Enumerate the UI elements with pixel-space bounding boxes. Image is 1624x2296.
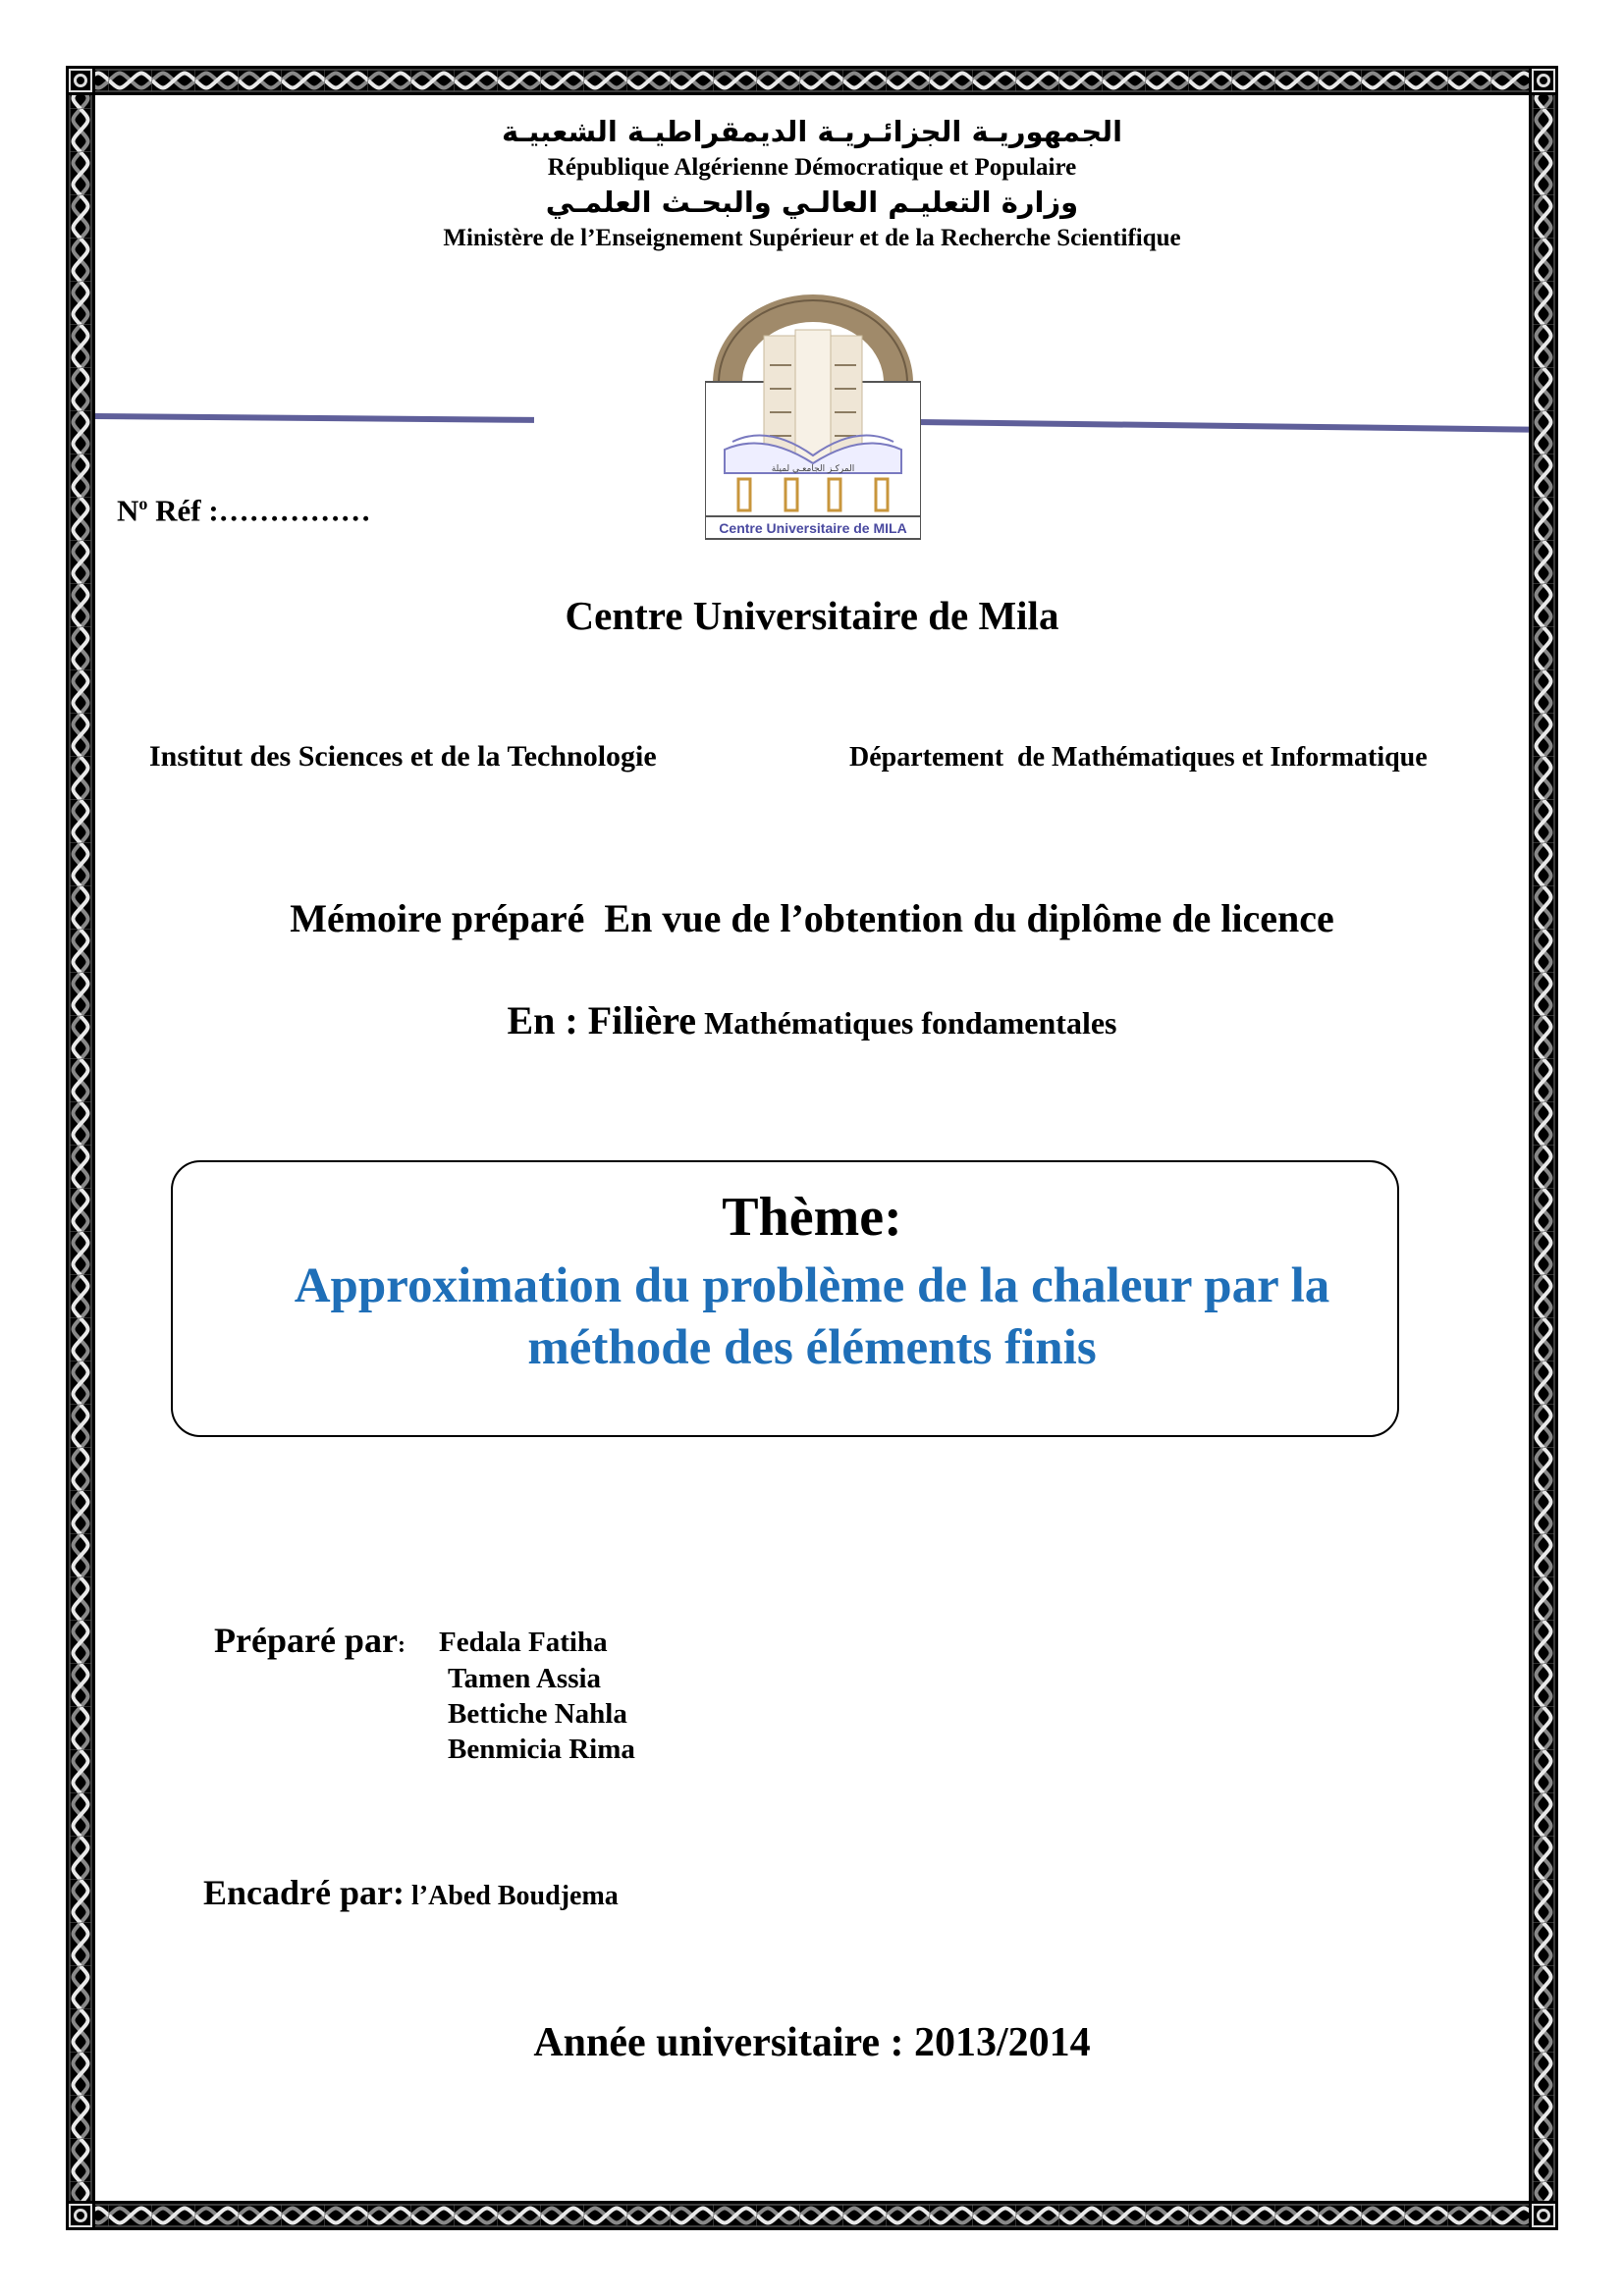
corner-ornament	[66, 2201, 95, 2230]
ministry-name: Ministère de l’Enseignement Supérieur et de la Recherche Scientifique	[443, 225, 1181, 251]
theme-title-line-2: méthode des éléments finis	[527, 1320, 1097, 1375]
border-right	[1529, 66, 1558, 2230]
corner-ornament	[1529, 66, 1558, 95]
department-name: Département de Mathématiques et Informatique	[849, 742, 1428, 773]
republic-name: République Algérienne Démocratique et Populaire	[547, 154, 1077, 181]
institute-name: Institut des Sciences et de la Technologie	[149, 740, 657, 773]
author-name: Bettiche Nahla	[448, 1698, 627, 1730]
supervisor-line: Encadré par: l’Abed Boudjema	[203, 1873, 619, 1912]
border-top	[66, 66, 1558, 95]
author-name: Tamen Assia	[448, 1663, 602, 1694]
border-left	[66, 66, 95, 2230]
author-name: Benmicia Rima	[448, 1734, 635, 1765]
prepared-by-label: Préparé par:	[214, 1621, 406, 1660]
logo-caption: Centre Universitaire de MILA	[719, 520, 907, 536]
memoire-purpose: Mémoire préparé En vue de l’obtention du diplôme de licence	[290, 896, 1334, 940]
academic-year: Année universitaire : 2013/2014	[533, 2020, 1091, 2065]
theme-title-line-1: Approximation du problème de la chaleur par la	[294, 1258, 1330, 1313]
author-name: Fedala Fatiha	[439, 1627, 608, 1658]
university-logo	[705, 294, 921, 540]
border-bottom	[66, 2201, 1558, 2230]
arabic-republic-name: الجمهوريـة الجزائـريـة الديمقراطيـة الشعبيـة	[501, 115, 1123, 148]
logo-arabic-caption: المركـز الجامعـي لميلة	[771, 464, 855, 474]
corner-ornament	[66, 66, 95, 95]
corner-ornament	[1529, 2201, 1558, 2230]
reference-number: $N^o$ Réf :……………	[117, 493, 371, 528]
theme-label: Thème:	[722, 1187, 902, 1248]
filiere-line: En : Filière Mathématiques fondamentales	[507, 998, 1117, 1042]
arabic-ministry-name: وزارة التعليـم العالـي والبحـث العلمـي	[545, 186, 1079, 219]
institution-name: Centre Universitaire de Mila	[565, 593, 1059, 638]
